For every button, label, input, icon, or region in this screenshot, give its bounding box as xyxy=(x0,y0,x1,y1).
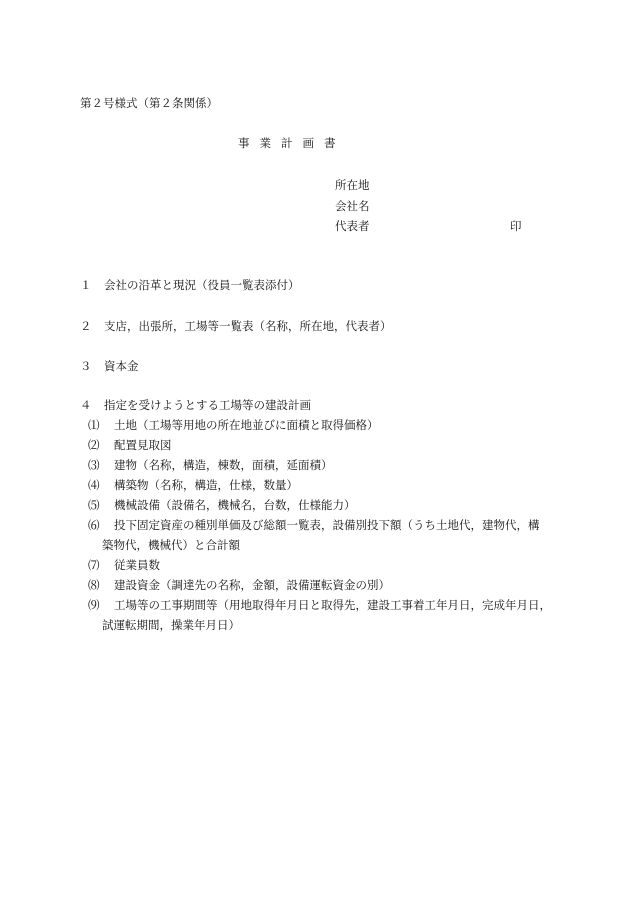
subitem-8-number: ⑻ xyxy=(88,578,100,592)
subitem-1-label: 土地（工場等用地の所在地並びに面積と取得価格） xyxy=(114,418,379,432)
section-3-number: ３ xyxy=(80,359,92,373)
company-name-label: 会社名 xyxy=(335,199,370,213)
section-4-number: ４ xyxy=(80,398,92,412)
subitem-2-number: ⑵ xyxy=(88,438,100,452)
subitem-6-number: ⑹ xyxy=(88,518,100,532)
subitem-2-label: 配置見取図 xyxy=(114,438,172,452)
representative-label: 代表者 xyxy=(335,219,370,233)
section-4-label: 指定を受けようとする工場等の建設計画 xyxy=(104,398,311,412)
section-2-number: ２ xyxy=(80,319,92,333)
address-label: 所在地 xyxy=(335,178,370,192)
section-3-label: 資本金 xyxy=(104,359,139,373)
section-1-number: １ xyxy=(80,278,92,292)
subitem-6-label: 投下固定資産の種別単価及び総額一覧表，設備別投下額（うち土地代，建物代，構 xyxy=(114,518,540,532)
subitem-4-label: 構築物（名称，構造，仕様，数量） xyxy=(114,478,298,492)
subitem-3-number: ⑶ xyxy=(88,458,100,472)
section-1-label: 会社の沿革と現況（役員一覧表添付） xyxy=(104,278,300,292)
subitem-7-number: ⑺ xyxy=(88,558,100,572)
subitem-6-continuation: 築物代，機械代）と合計額 xyxy=(102,538,240,552)
seal-mark: 印 xyxy=(510,219,522,233)
subitem-7-label: 従業員数 xyxy=(114,558,160,572)
form-number: 第２号様式（第２条関係） xyxy=(80,96,218,110)
subitem-9-label: 工場等の工事期間等（用地取得年月日と取得先，建設工事着工年月日，完成年月日， xyxy=(114,598,551,612)
subitem-1-number: ⑴ xyxy=(88,418,100,432)
subitem-3-label: 建物（名称，構造，棟数，面積，延面積） xyxy=(114,458,333,472)
document-title: 事業計画書 xyxy=(238,136,346,150)
subitem-8-label: 建設資金（調達先の名称，金額，設備運転資金の別） xyxy=(114,578,390,592)
subitem-9-number: ⑼ xyxy=(88,598,100,612)
subitem-5-label: 機械設備（設備名，機械名，台数，仕様能力） xyxy=(114,498,356,512)
section-2-label: 支店，出張所，工場等一覧表（名称，所在地，代表者） xyxy=(104,319,392,333)
subitem-4-number: ⑷ xyxy=(88,478,100,492)
subitem-9-continuation: 試運転期間，操業年月日） xyxy=(102,618,240,632)
subitem-5-number: ⑸ xyxy=(88,498,100,512)
